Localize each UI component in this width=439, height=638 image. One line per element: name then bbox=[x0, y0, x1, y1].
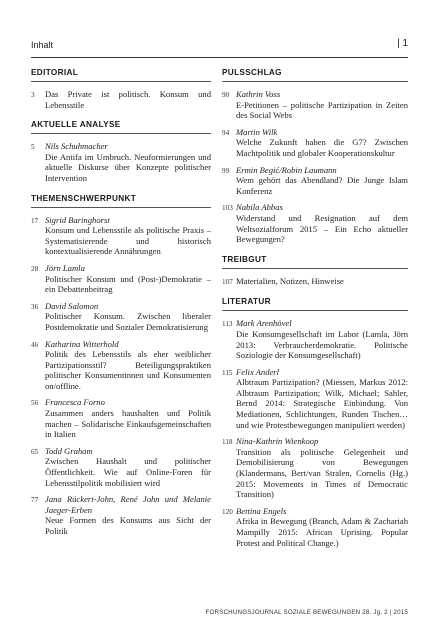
entry-text bbox=[45, 89, 211, 110]
entry-author: Nina-Kathrin Wienkoop bbox=[236, 436, 319, 447]
toc-entry[interactable] bbox=[222, 127, 408, 159]
entry-page-number: 65 bbox=[31, 447, 39, 456]
entry-title: Die Konsumgesellschaft im Labor (Lamla, Jörn 2013: Verbraucherdemokratie. Politische Soziologie der Konsumgesellschaft) bbox=[236, 328, 408, 361]
entry-author: Ermin Begić/Robin Laumann bbox=[236, 164, 337, 175]
entry-text bbox=[45, 301, 211, 333]
toc-entry[interactable] bbox=[222, 89, 408, 121]
entry-page-number: 3 bbox=[31, 91, 35, 99]
section-heading: AKTUELLE ANALYSE bbox=[31, 120, 211, 134]
toc-entry[interactable] bbox=[222, 202, 408, 244]
entry-title: Materialien, Notizen, Hinweise bbox=[236, 275, 344, 286]
toc-entry[interactable] bbox=[222, 367, 408, 431]
toc-entry[interactable] bbox=[31, 141, 211, 183]
entry-text bbox=[45, 494, 211, 536]
entry-title: Transition als politische Gelegenheit und Demobilisierung von Bewegungen (Klandermans, Bert/van Stralen, Cornelis (Hg.) 2015: Movements in Times of Democratic Transition) bbox=[236, 446, 408, 500]
toc-entry[interactable] bbox=[222, 165, 408, 197]
section-heading: THEMENSCHWERPUNKT bbox=[31, 194, 211, 208]
entry-text bbox=[45, 397, 211, 439]
page-number: | 1 bbox=[397, 38, 408, 49]
entry-title: Widerstand und Resignation auf dem Weltsozialforum 2015 – Ein Echo aktueller Bewegungen? bbox=[236, 212, 408, 245]
entry-title: E-Petitionen – politische Partizipation in Zeiten des Social Webs bbox=[236, 99, 408, 121]
toc-section bbox=[31, 194, 211, 537]
entry-text bbox=[236, 367, 408, 431]
entry-title: Zwischen Haushalt und politischer Öffentlichkeit. Wie auf Online-Foren für Lebensstilpolitik mobilisiert wird bbox=[45, 456, 211, 488]
entry-author: Sigrid Baringhorst bbox=[45, 214, 110, 225]
entry-author: Francesca Forno bbox=[45, 397, 105, 408]
toc-entry[interactable] bbox=[31, 301, 211, 333]
toc-entry[interactable] bbox=[31, 89, 211, 110]
entry-page-number: 17 bbox=[31, 216, 39, 225]
header-rule bbox=[31, 57, 408, 58]
entry-text bbox=[45, 141, 211, 183]
entry-text bbox=[236, 436, 408, 500]
entry-author: Nils Schuhmacher bbox=[45, 141, 108, 152]
entry-author: Kathrin Voss bbox=[236, 89, 281, 99]
entry-author: David Salomon bbox=[45, 300, 99, 311]
toc-entry[interactable] bbox=[31, 494, 211, 536]
entry-text bbox=[45, 215, 211, 257]
toc-entry[interactable] bbox=[31, 446, 211, 488]
entry-author: Felix Anderl bbox=[236, 366, 280, 377]
toc-entry[interactable] bbox=[31, 339, 211, 392]
journal-footer: FORSCHUNGSJOURNAL SOZIALE BEWEGUNGEN 28. Jg. 2 | 2015 bbox=[205, 609, 408, 616]
toc-entry[interactable] bbox=[31, 215, 211, 257]
entry-page-number: 46 bbox=[31, 340, 39, 349]
entry-text bbox=[236, 276, 408, 288]
entry-page-number: 118 bbox=[222, 438, 233, 447]
entry-text bbox=[236, 165, 408, 197]
toc-entry[interactable] bbox=[222, 276, 408, 288]
section-heading: PULSSCHLAG bbox=[222, 68, 408, 82]
entry-page-number: 107 bbox=[222, 277, 233, 286]
entry-title: Politischer Konsum und (Post-)Demokratie – ein Debattenbeitrag bbox=[45, 273, 211, 295]
entry-text bbox=[236, 89, 408, 121]
entry-text bbox=[236, 127, 408, 159]
toc-entry[interactable] bbox=[222, 436, 408, 500]
entry-page-number: 5 bbox=[31, 143, 35, 152]
toc-entry[interactable] bbox=[31, 397, 211, 439]
entry-text bbox=[236, 318, 408, 360]
section-heading: TREIBGUT bbox=[222, 255, 408, 269]
entry-title: Wem gehört das Abendland? Die Junge Islam Konferenz bbox=[236, 175, 408, 196]
entry-title: Politik des Lebensstils als eher weiblicher Partizipationsstil? Beteiligungspraktiken politischer Konsumentinnen und Konsumenten on/offline. bbox=[45, 349, 211, 391]
entry-author: Todd Graham bbox=[45, 445, 93, 456]
toc-left-column bbox=[31, 68, 211, 547]
entry-page-number: 36 bbox=[31, 302, 39, 311]
entry-page-number: 90 bbox=[222, 91, 230, 99]
entry-page-number: 94 bbox=[222, 128, 230, 137]
entry-title: Afrika in Bewegung (Branch, Adam & Zachariah Mampilly 2015: African Uprising. Popular Protest and Political Change.) bbox=[236, 516, 408, 548]
entry-page-number: 103 bbox=[222, 204, 233, 213]
running-header-title: Inhalt bbox=[31, 40, 54, 50]
entry-author: Jörn Lamla bbox=[45, 262, 85, 273]
entry-author: Katharina Witterhold bbox=[45, 338, 119, 349]
entry-author: Bettina Engels bbox=[236, 505, 287, 516]
toc-section bbox=[31, 120, 211, 183]
toc-section bbox=[222, 297, 408, 548]
toc-section bbox=[222, 255, 408, 288]
entry-title: Welche Zukunft haben die G7? Zwischen Machtpolitik und globaler Kooperationskultur bbox=[236, 137, 408, 158]
entry-text bbox=[45, 263, 211, 295]
entry-title: Zusammen anders haushalten und Politik machen – Solidarische Einkaufsgemeinschaften in Italien bbox=[45, 408, 211, 440]
entry-page-number: 120 bbox=[222, 507, 233, 516]
entry-title: Konsum und Lebensstile als politische Praxis – Systematisierende und historisch kontextualisierende Annährungen bbox=[45, 225, 211, 257]
toc-right-column bbox=[222, 68, 408, 558]
entry-title: Das Private ist politisch. Konsum und Lebensstile bbox=[45, 89, 211, 110]
entry-text bbox=[236, 506, 408, 548]
entry-page-number: 115 bbox=[222, 368, 233, 377]
toc-section bbox=[31, 68, 211, 110]
entry-text bbox=[236, 202, 408, 244]
entry-text bbox=[45, 339, 211, 392]
entry-title: Politischer Konsum. Zwischen liberaler Postdemokratie und Sozialer Demokratisierung bbox=[45, 311, 211, 332]
entry-title: Neue Formen des Konsums aus Sicht der Politik bbox=[45, 515, 211, 536]
entry-text bbox=[45, 446, 211, 488]
entry-title: Albtraum Partizipation? (Miessen, Markus 2012: Albtraum Partizipation; Wilk, Michael; Sahler, Bernd 2014: Strategische Einbindung. Von Mediationen, Schlichtungen, Runden Tischen… und wie Protestbewegungen manipuliert werden) bbox=[236, 377, 408, 430]
entry-page-number: 28 bbox=[31, 264, 39, 273]
entry-page-number: 113 bbox=[222, 320, 233, 329]
entry-page-number: 99 bbox=[222, 166, 230, 175]
section-heading: EDITORIAL bbox=[31, 68, 211, 82]
toc-entry[interactable] bbox=[31, 263, 211, 295]
toc-entry[interactable] bbox=[222, 506, 408, 548]
entry-author: Martin Wilk bbox=[236, 126, 278, 137]
entry-title: Die Antifa im Umbruch. Neuformierungen und aktuelle Diskurse über Konzepte politischer Intervention bbox=[45, 151, 211, 183]
toc-section bbox=[222, 68, 408, 245]
entry-page-number: 77 bbox=[31, 496, 39, 505]
entry-page-number: 56 bbox=[31, 399, 39, 408]
entry-author: Jana Rückert-John, René John und Melanie Jaeger-Erben bbox=[45, 494, 211, 515]
toc-entry[interactable] bbox=[222, 318, 408, 360]
section-heading: LITERATUR bbox=[222, 297, 408, 311]
entry-author: Nabila Abbas bbox=[236, 202, 283, 213]
entry-author: Mark Arenhövel bbox=[236, 318, 292, 329]
